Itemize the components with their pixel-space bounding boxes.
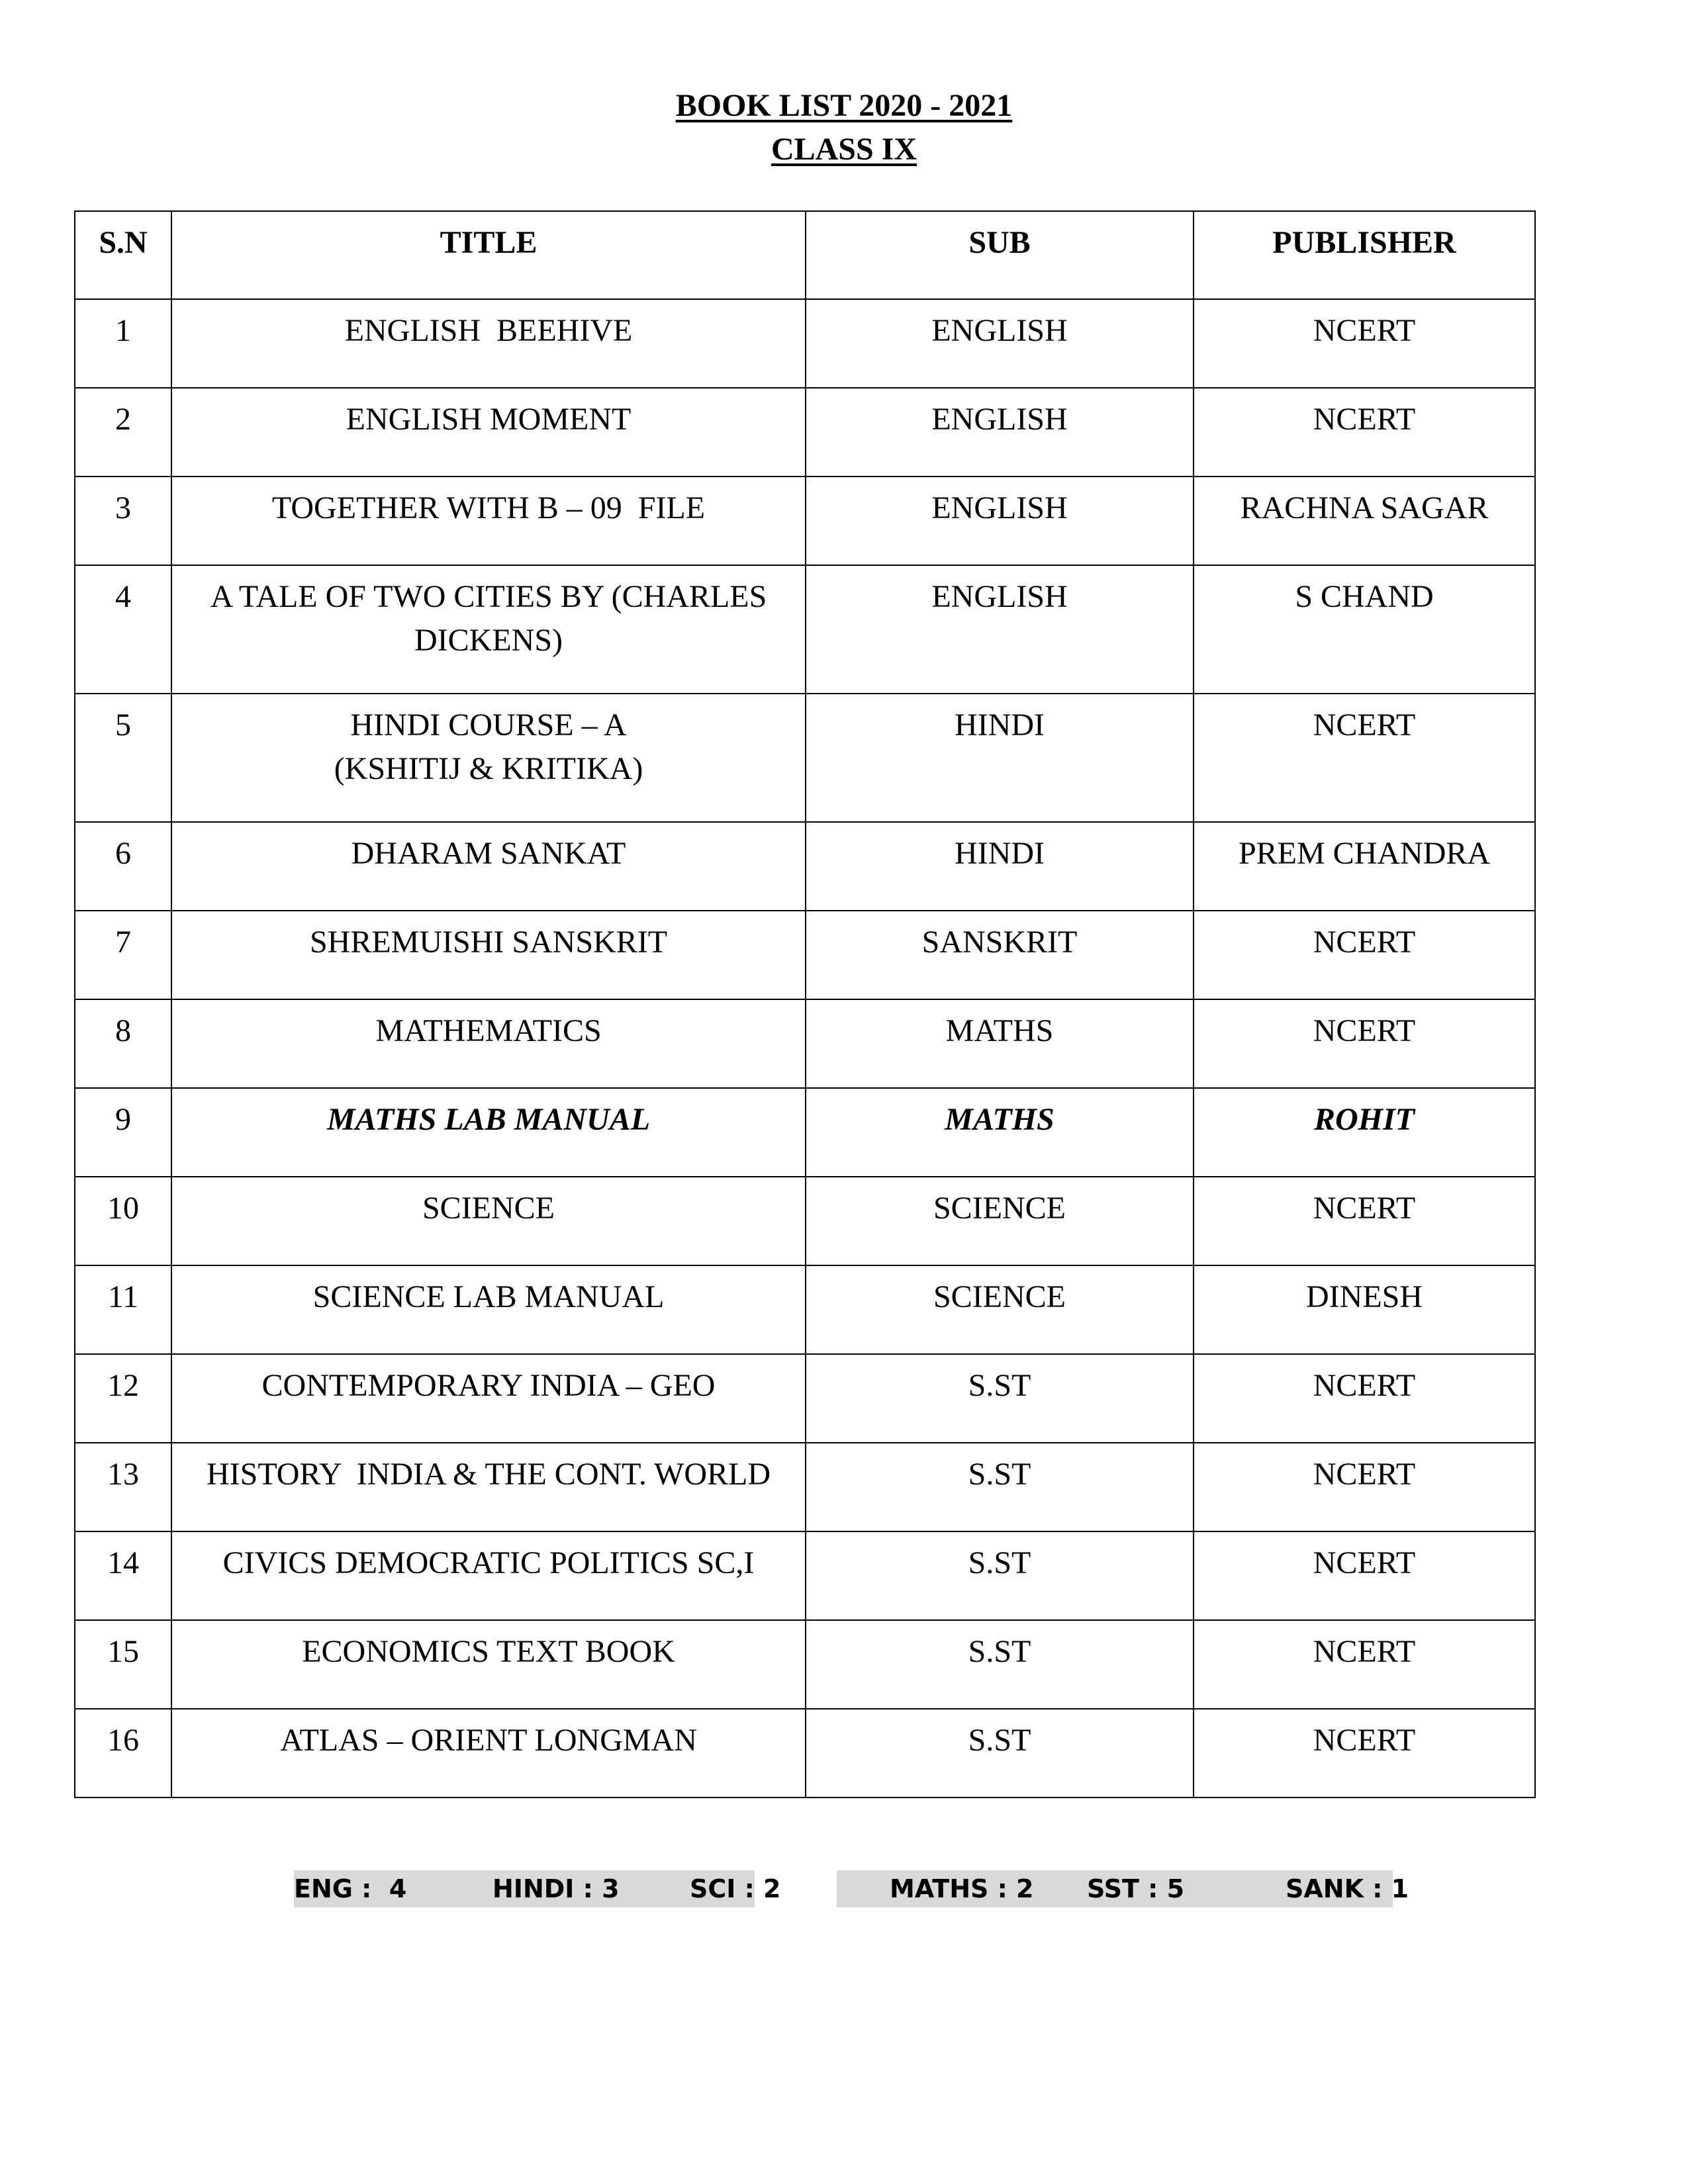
cell-title: ENGLISH MOMENT (171, 388, 806, 477)
cell-sub: HINDI (806, 822, 1194, 911)
header-sn: S.N (75, 211, 171, 299)
cell-sub: S.ST (806, 1531, 1194, 1620)
table-row (75, 299, 1535, 388)
cell-title: HISTORY INDIA & THE CONT. WORLD (171, 1443, 806, 1531)
cell-publisher: NCERT (1194, 694, 1535, 822)
cell-sub: MATHS (806, 1088, 1194, 1177)
cell-title: SCIENCE (171, 1177, 806, 1265)
cell-sub: MATHS (806, 999, 1194, 1088)
cell-title: ATLAS – ORIENT LONGMAN (171, 1709, 806, 1797)
cell-sn: 13 (75, 1443, 171, 1531)
cell-title: CIVICS DEMOCRATIC POLITICS SC,I (171, 1531, 806, 1620)
cell-publisher: NCERT (1194, 299, 1535, 388)
cell-sn: 10 (75, 1177, 171, 1265)
summary-sst: SST : 5 (1087, 1874, 1185, 1903)
cell-sub: ENGLISH (806, 388, 1194, 477)
cell-title: ECONOMICS TEXT BOOK (171, 1620, 806, 1709)
table-row (75, 388, 1535, 477)
cell-publisher: NCERT (1194, 999, 1535, 1088)
cell-title: ENGLISH BEEHIVE (171, 299, 806, 388)
cell-title-line-1: HINDI COURSE – A (350, 707, 627, 743)
cell-title: DHARAM SANKAT (171, 822, 806, 911)
summary-sci: SCI : 2 (690, 1874, 781, 1903)
cell-title (171, 694, 806, 822)
cell-publisher: NCERT (1194, 1354, 1535, 1443)
cell-sub: ENGLISH (806, 477, 1194, 565)
cell-publisher: S CHAND (1194, 565, 1535, 694)
cell-sub: SCIENCE (806, 1265, 1194, 1354)
table-row (75, 1443, 1535, 1531)
summary-sank: SANK : 1 (1286, 1874, 1409, 1903)
cell-title-line-2: (KSHITIJ & KRITIKA) (334, 751, 643, 786)
cell-sub: ENGLISH (806, 565, 1194, 694)
summary-hindi: HINDI : 3 (492, 1874, 620, 1903)
cell-title: MATHS LAB MANUAL (171, 1088, 806, 1177)
cell-title: MATHEMATICS (171, 999, 806, 1088)
cell-sn: 14 (75, 1531, 171, 1620)
table-row (75, 565, 1535, 694)
cell-sn: 5 (75, 694, 171, 822)
cell-sn: 8 (75, 999, 171, 1088)
table-row (75, 1265, 1535, 1354)
cell-sn: 2 (75, 388, 171, 477)
cell-sub: S.ST (806, 1354, 1194, 1443)
cell-publisher: NCERT (1194, 388, 1535, 477)
cell-publisher: NCERT (1194, 1443, 1535, 1531)
cell-sub: S.ST (806, 1620, 1194, 1709)
cell-title: CONTEMPORARY INDIA – GEO (171, 1354, 806, 1443)
cell-publisher: ROHIT (1194, 1088, 1535, 1177)
cell-sn: 15 (75, 1620, 171, 1709)
cell-sub: S.ST (806, 1709, 1194, 1797)
cell-publisher: DINESH (1194, 1265, 1535, 1354)
table-row (75, 1620, 1535, 1709)
table-row (75, 1088, 1535, 1177)
cell-title: TOGETHER WITH B – 09 FILE (171, 477, 806, 565)
cell-sn: 9 (75, 1088, 171, 1177)
header-title: TITLE (171, 211, 806, 299)
cell-publisher: NCERT (1194, 1177, 1535, 1265)
cell-publisher: RACHNA SAGAR (1194, 477, 1535, 565)
subject-count-summary (294, 1870, 1409, 1907)
cell-title (171, 565, 806, 694)
header-publisher: PUBLISHER (1194, 211, 1535, 299)
cell-sub: S.ST (806, 1443, 1194, 1531)
table-row (75, 1531, 1535, 1620)
cell-sn: 7 (75, 911, 171, 999)
cell-title: SHREMUISHI SANSKRIT (171, 911, 806, 999)
cell-title: SCIENCE LAB MANUAL (171, 1265, 806, 1354)
table-row (75, 1177, 1535, 1265)
cell-sn: 1 (75, 299, 171, 388)
table-row (75, 999, 1535, 1088)
cell-sub: ENGLISH (806, 299, 1194, 388)
cell-title-line-2: DICKENS) (414, 623, 563, 658)
header-sub: SUB (806, 211, 1194, 299)
document-title: BOOK LIST 2020 - 2021 (675, 88, 1013, 123)
summary-eng: ENG : 4 (294, 1874, 407, 1903)
book-list-table (74, 210, 1536, 1798)
cell-publisher: NCERT (1194, 1709, 1535, 1797)
cell-sn: 11 (75, 1265, 171, 1354)
cell-sub: HINDI (806, 694, 1194, 822)
cell-publisher: PREM CHANDRA (1194, 822, 1535, 911)
cell-sn: 4 (75, 565, 171, 694)
cell-publisher: NCERT (1194, 1531, 1535, 1620)
table-row (75, 911, 1535, 999)
table-row (75, 1709, 1535, 1797)
cell-sub: SANSKRIT (806, 911, 1194, 999)
cell-publisher: NCERT (1194, 1620, 1535, 1709)
cell-title-line-1: A TALE OF TWO CITIES BY (CHARLES (210, 579, 767, 614)
cell-sn: 3 (75, 477, 171, 565)
table-row (75, 694, 1535, 822)
cell-sn: 12 (75, 1354, 171, 1443)
table-header-row (75, 211, 1535, 299)
table-row (75, 822, 1535, 911)
cell-sub: SCIENCE (806, 1177, 1194, 1265)
summary-maths: MATHS : 2 (890, 1874, 1034, 1903)
table-row (75, 477, 1535, 565)
cell-publisher: NCERT (1194, 911, 1535, 999)
cell-sn: 6 (75, 822, 171, 911)
document-subtitle: CLASS IX (771, 132, 917, 167)
cell-sn: 16 (75, 1709, 171, 1797)
table-row (75, 1354, 1535, 1443)
